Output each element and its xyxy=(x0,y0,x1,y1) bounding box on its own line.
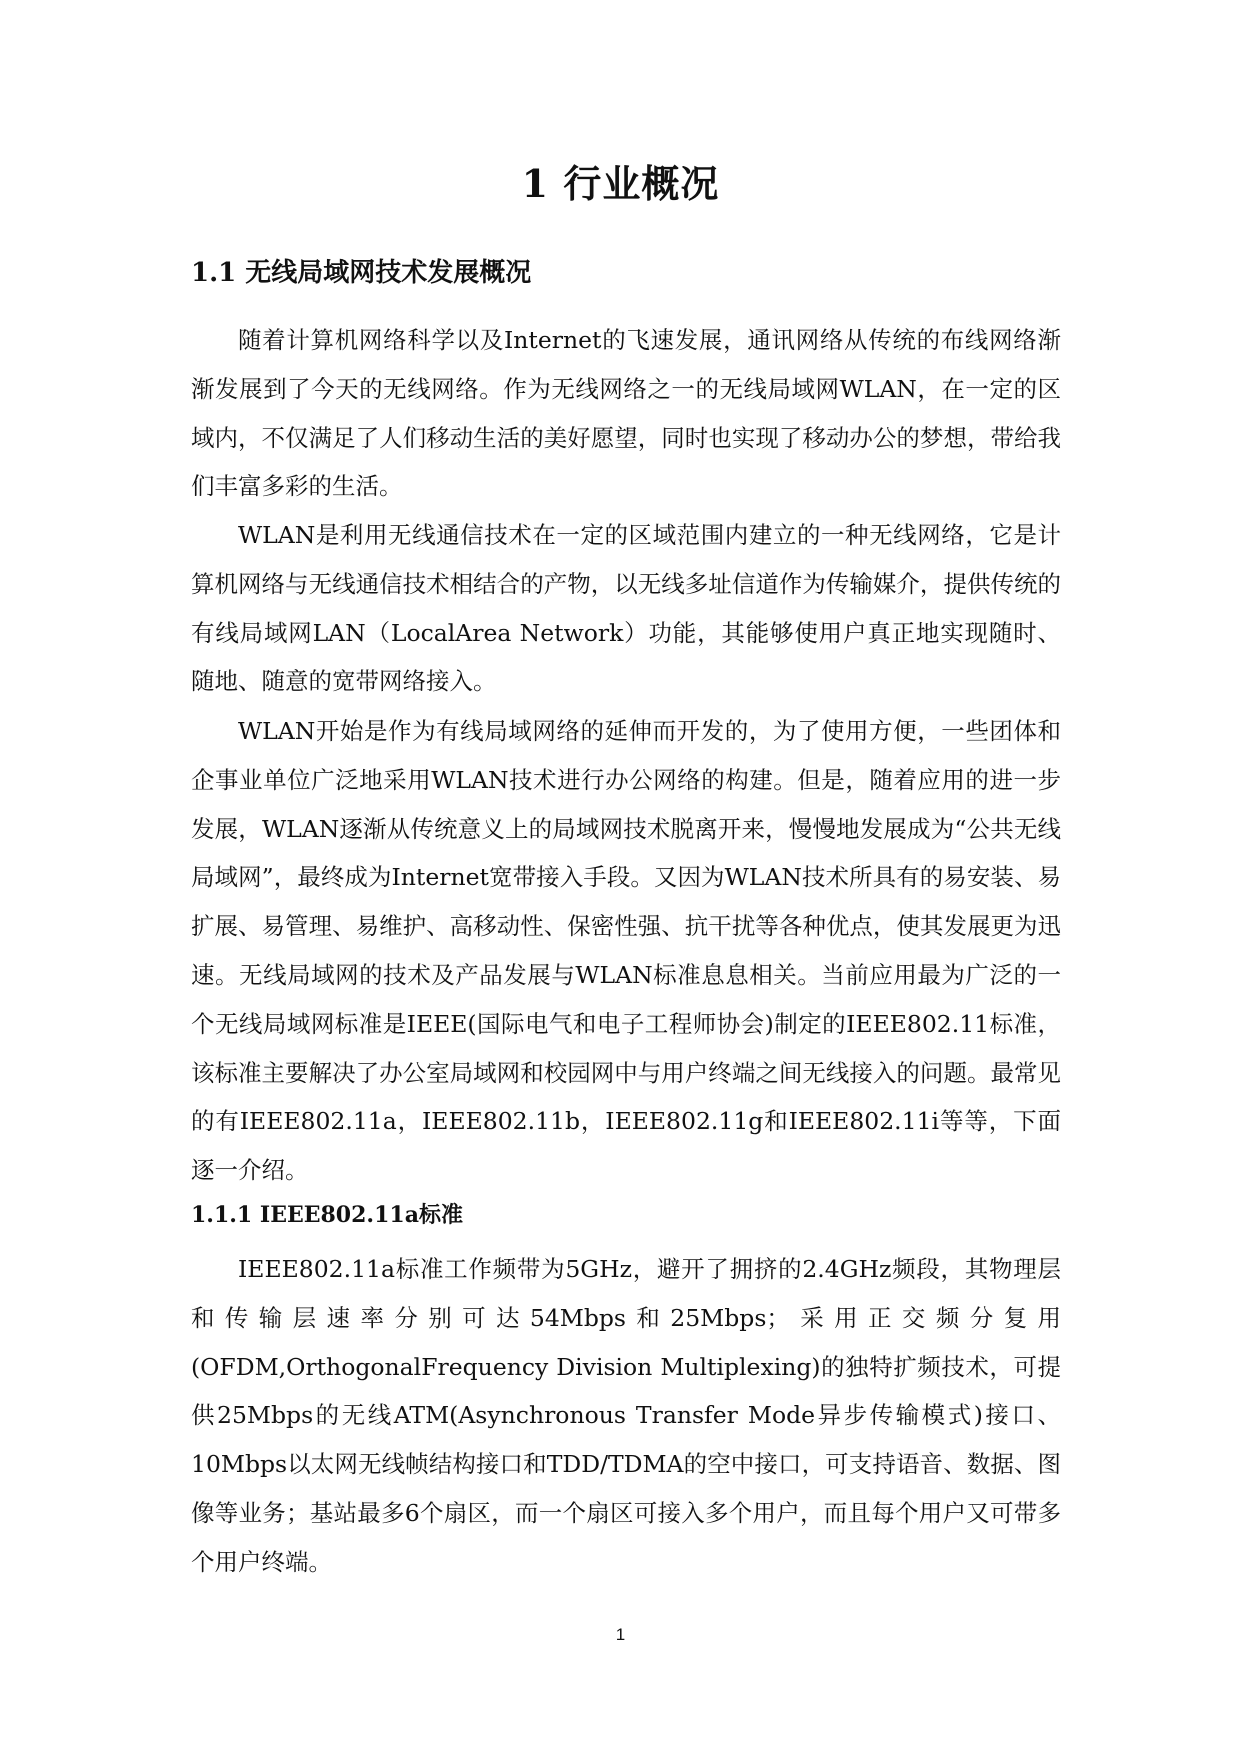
body-paragraph: 随着计算机网络科学以及Internet的飞速发展，通讯网络从传统的布线网络渐渐发展到了今天的无线网络。作为无线网络之一的无线局域网WLAN，在一定的区域内，不仅满足了人们移动生活的美好愿望，同时也实现了移动办公的梦想，带给我们丰富多彩的生活。 xyxy=(191,326,1061,501)
body-paragraph: WLAN开始是作为有线局域网络的延伸而开发的，为了使用方便，一些团体和企事业单位广泛地采用WLAN技术进行办公网络的构建。但是，随着应用的进一步发展，WLAN逐渐从传统意义上的局域网技术脱离开来，慢慢地发展成为“公共无线局域网”，最终成为Internet宽带接入手段。又因为WLAN技术所具有的易安装、易扩展、易管理、易维护、高移动性、保密性强、抗干扰等各种优点，使其发展更为迅速。无线局域网的技术及产品发展与WLAN标准息息相关。当前应用最为广泛的一个无线局域网标准是IEEE(国际电气和电子工程师协会)制定的IEEE802.11标准，该标准主要解决了办公室局域网和校园网中与用户终端之间无线接入的问题。最常见的有IEEE802.11a，IEEE802.11b，IEEE802.11g和IEEE802.11i等等，下面逐一介绍。 xyxy=(191,717,1061,1185)
subsection-paragraph: IEEE802.11a标准工作频带为5GHz，避开了拥挤的2.4GHz频段，其物理层和传输层速率分别可达54Mbps和25Mbps；采用正交频分复用(OFDM,OrthogonalFrequency Division Multiplexing)的独特扩频技术，可提供25Mbps的无线ATM(Asynchronous Transfer Mode异步传输模式)接口、10Mbps以太网无线帧结构接口和TDD/TDMA的空中接口，可支持语音、数据、图像等业务；基站最多6个扇区，而一个扇区可接入多个用户，而且每个用户又可带多个用户终端。 xyxy=(191,1255,1061,1576)
section-title: 1.1 无线局域网技术发展概况 xyxy=(191,258,532,288)
subsection-title: 1.1.1 IEEE802.11a标准 xyxy=(191,1202,463,1228)
page-number: 1 xyxy=(615,1625,626,1644)
body-paragraph: WLAN是利用无线通信技术在一定的区域范围内建立的一种无线网络，它是计算机网络与无线通信技术相结合的产物，以无线多址信道作为传输媒介，提供传统的有线局域网LAN（LocalArea Network）功能，其能够使用户真正地实现随时、随地、随意的宽带网络接入。 xyxy=(191,521,1061,696)
chapter-title: 1 行业概况 xyxy=(521,161,720,206)
